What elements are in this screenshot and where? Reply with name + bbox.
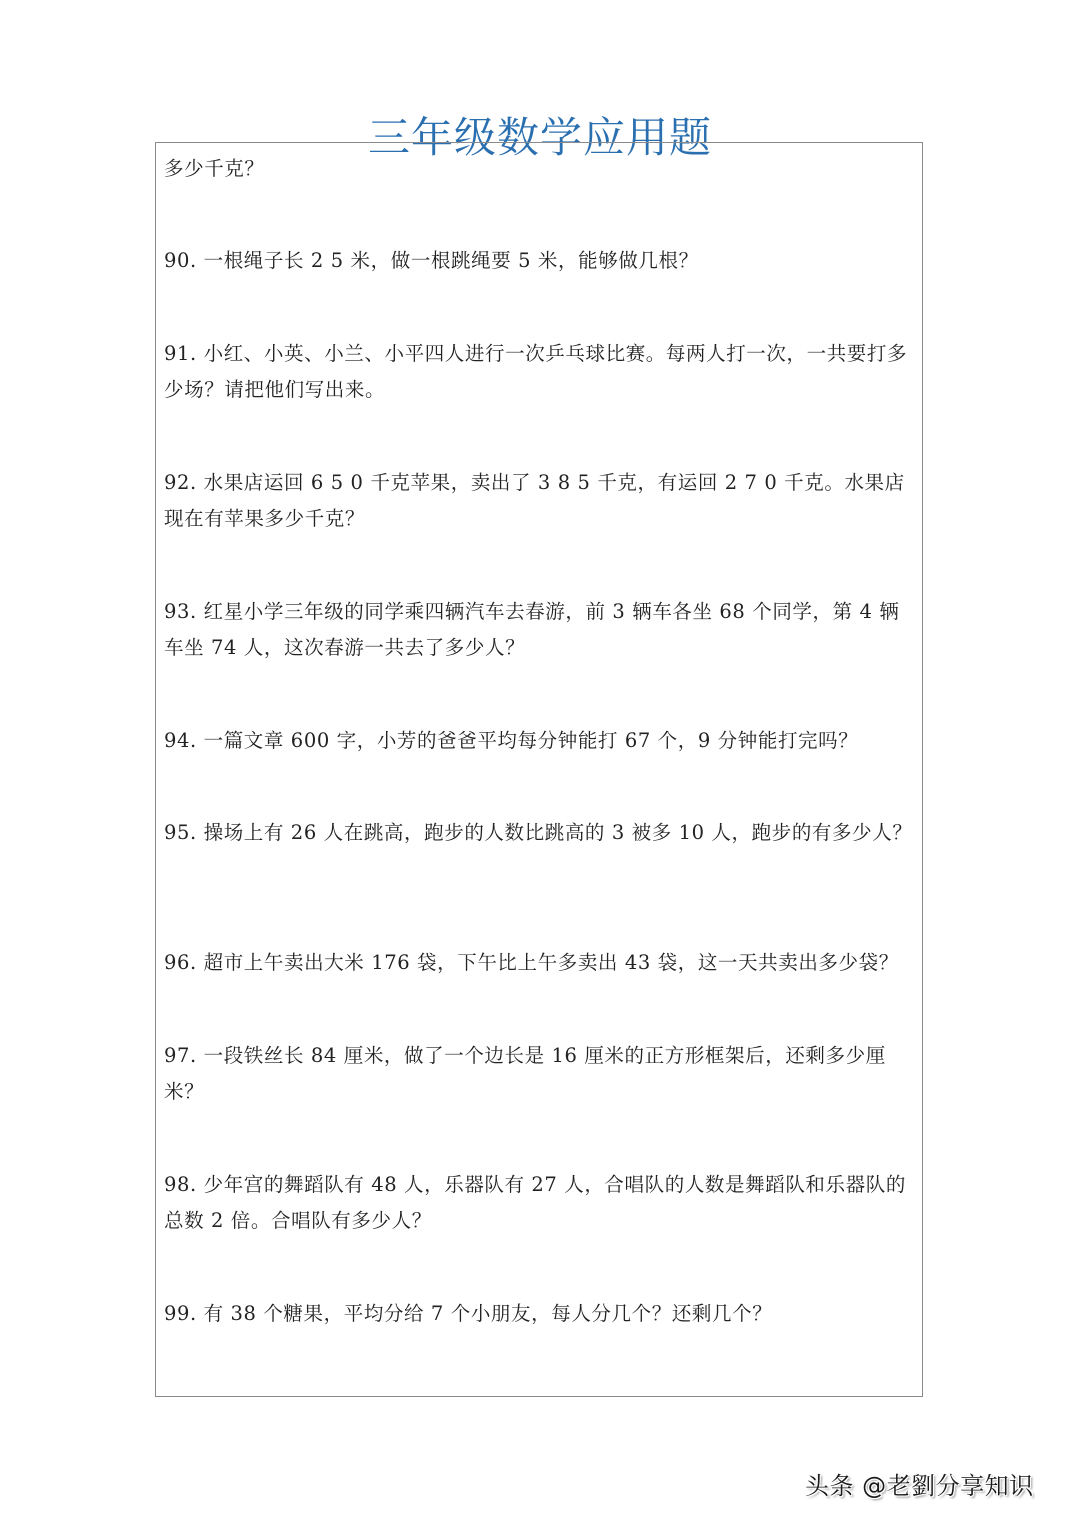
question-91: 91. 小红、小英、小兰、小平四人进行一次乒乓球比赛。每两人打一次，一共要打多少场？请把他们写出来。 bbox=[164, 342, 908, 401]
question-97: 97. 一段铁丝长 84 厘米，做了一个边长是 16 厘米的正方形框架后，还剩多少厘米？ bbox=[164, 1044, 886, 1103]
question-sheet bbox=[155, 142, 923, 1397]
question-90: 90. 一根绳子长 2 5 米，做一根跳绳要 5 米，能够做几根？ bbox=[164, 249, 699, 272]
question-92: 92. 水果店运回 6 5 0 千克苹果，卖出了 3 8 5 千克，有运回 2 7 0 千克。水果店现在有苹果多少千克？ bbox=[164, 471, 905, 530]
question-94: 94. 一篇文章 600 字，小芳的爸爸平均每分钟能打 67 个，9 分钟能打完吗？ bbox=[164, 729, 859, 752]
question-98: 98. 少年宫的舞蹈队有 48 人，乐器队有 27 人，合唱队的人数是舞蹈队和乐器队的总数 2 倍。合唱队有多少人？ bbox=[164, 1173, 906, 1232]
question-95: 95. 操场上有 26 人在跳高，跑步的人数比跳高的 3 被多 10 人，跑步的有多少人？ bbox=[164, 821, 913, 844]
watermark: 头条 @老劉分享知识 bbox=[805, 1472, 1034, 1500]
question-99: 99. 有 38 个糖果，平均分给 7 个小朋友，每人分几个？还剩几个？ bbox=[164, 1302, 773, 1325]
question-93: 93. 红星小学三年级的同学乘四辆汽车去春游，前 3 辆车各坐 68 个同学，第 4 辆车坐 74 人，这次春游一共去了多少人？ bbox=[164, 600, 900, 659]
question-continuation: 多少千克？ bbox=[164, 157, 265, 180]
page-title: 三年级数学应用题 bbox=[367, 113, 712, 163]
question-96: 96. 超市上午卖出大米 176 袋，下午比上午多卖出 43 袋，这一天共卖出多少袋？ bbox=[164, 951, 899, 974]
